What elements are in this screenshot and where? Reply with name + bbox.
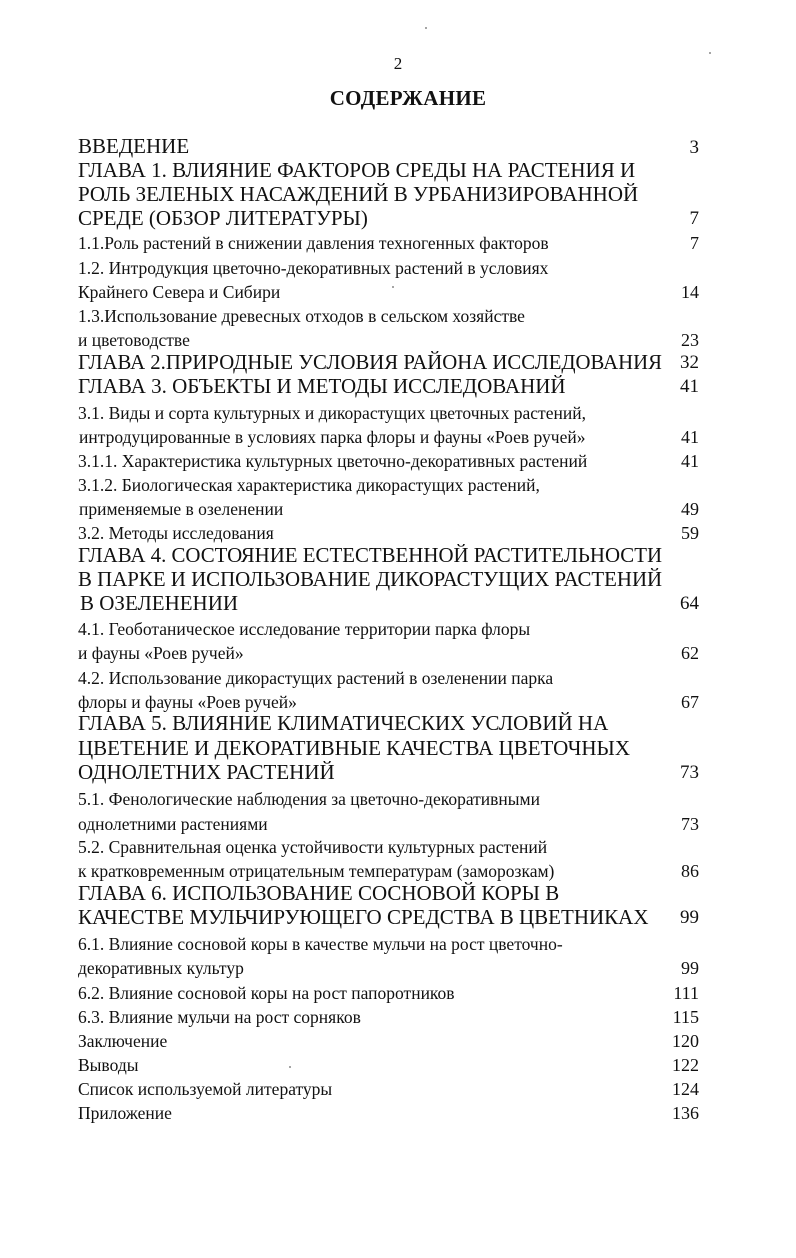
toc-page-number: 73 <box>680 762 699 783</box>
toc-page-number: 122 <box>672 1055 699 1075</box>
toc-section-line: 3.1.2. Биологическая характеристика дикорастущих растений, <box>78 475 540 495</box>
toc-page-number: 7 <box>689 208 699 229</box>
toc-section-line: и фауны «Роев ручей» <box>78 643 244 663</box>
toc-page-number: 41 <box>681 427 699 447</box>
toc-chapter-line: В ОЗЕЛЕНЕНИИ <box>80 591 239 615</box>
toc-section-line: 6.3. Влияние мульчи на рост сорняков <box>78 1007 361 1027</box>
toc-chapter-line: ГЛАВА 1. ВЛИЯНИЕ ФАКТОРОВ СРЕДЫ НА РАСТЕНИЯ И <box>78 158 636 182</box>
toc-section-line: флоры и фауны «Роев ручей» <box>78 692 297 712</box>
toc-chapter-line: ГЛАВА 2.ПРИРОДНЫЕ УСЛОВИЯ РАЙОНА ИССЛЕДОВАНИЯ <box>78 350 662 374</box>
toc-page-number: 115 <box>672 1007 699 1027</box>
toc-page-number: 49 <box>681 499 699 519</box>
toc-title: СОДЕРЖАНИЕ <box>329 86 487 110</box>
toc-chapter-line: ЦВЕТЕНИЕ И ДЕКОРАТИВНЫЕ КАЧЕСТВА ЦВЕТОЧНЫХ <box>78 736 631 760</box>
toc-section-line: применяемые в озеленении <box>79 499 284 519</box>
scan-speck <box>392 286 394 288</box>
toc-section-line: 1.1.Роль растений в снижении давления техногенных факторов <box>78 233 549 253</box>
toc-section-line: 1.2. Интродукция цветочно-декоративных растений в условиях <box>78 258 549 278</box>
toc-page-number: 41 <box>680 376 699 397</box>
toc-page-number: 99 <box>680 907 699 928</box>
toc-page-number: 99 <box>681 958 699 978</box>
toc-page-number: 86 <box>681 861 699 881</box>
toc-page-number: 120 <box>672 1031 699 1051</box>
toc-section-line: и цветоводстве <box>78 330 190 350</box>
toc-section-line: Выводы <box>78 1055 139 1075</box>
toc-page-number: 23 <box>681 330 699 350</box>
toc-chapter-line: В ПАРКЕ И ИСПОЛЬЗОВАНИЕ ДИКОРАСТУЩИХ РАСТЕНИЙ <box>78 567 663 591</box>
toc-page-number: 14 <box>681 282 699 302</box>
toc-section-line: 5.2. Сравнительная оценка устойчивости культурных растений <box>78 837 548 857</box>
toc-page-number: 124 <box>672 1079 699 1099</box>
toc-chapter-line: КАЧЕСТВЕ МУЛЬЧИРУЮЩЕГО СРЕДСТВА В ЦВЕТНИКАХ <box>78 905 649 929</box>
toc-section-line: 4.2. Использование дикорастущих растений в озеленении парка <box>78 668 554 688</box>
toc-chapter-line: СРЕДЕ (ОБЗОР ЛИТЕРАТУРЫ) <box>78 206 368 230</box>
toc-chapter-line: ГЛАВА 3. ОБЪЕКТЫ И МЕТОДЫ ИССЛЕДОВАНИЙ <box>78 374 566 398</box>
toc-page-number: 32 <box>680 352 699 373</box>
toc-section-line: 3.2. Методы исследования <box>78 523 274 543</box>
scan-speck <box>425 27 427 29</box>
toc-section-line: 3.1.1. Характеристика культурных цветочно-декоративных растений <box>78 451 588 471</box>
toc-section-line: интродуцированные в условиях парка флоры и фауны «Роев ручей» <box>79 427 586 447</box>
toc-chapter-line: ГЛАВА 4. СОСТОЯНИЕ ЕСТЕСТВЕННОЙ РАСТИТЕЛЬНОСТИ <box>78 543 663 567</box>
toc-section-line: к кратковременным отрицательным температурам (заморозкам) <box>78 861 555 881</box>
toc-page-number: 111 <box>673 983 699 1003</box>
toc-section-line: декоративных культур <box>78 958 244 978</box>
toc-page-number: 136 <box>672 1103 699 1123</box>
toc-page-number: 7 <box>690 233 699 253</box>
toc-page-number: 62 <box>681 643 699 663</box>
toc-page-number: 64 <box>680 593 699 614</box>
page-number: 2 <box>393 54 403 73</box>
toc-section-line: 4.1. Геоботаническое исследование территории парка флоры <box>78 619 531 639</box>
scan-speck <box>709 52 711 54</box>
toc-section-line: Крайнего Севера и Сибири <box>78 282 281 302</box>
toc-chapter-line: ВВЕДЕНИЕ <box>78 134 190 158</box>
toc-section-line: 1.3.Использование древесных отходов в сельском хозяйстве <box>78 306 525 326</box>
toc-page-number: 3 <box>689 137 699 158</box>
scan-speck <box>289 1066 291 1068</box>
toc-section-line: Приложение <box>78 1103 172 1123</box>
toc-section-line: однолетними растениями <box>78 814 268 834</box>
toc-section-line: 5.1. Фенологические наблюдения за цветочно-декоративными <box>78 789 540 809</box>
toc-section-line: 6.2. Влияние сосновой коры на рост папоротников <box>78 983 455 1003</box>
toc-chapter-line: ГЛАВА 6. ИСПОЛЬЗОВАНИЕ СОСНОВОЙ КОРЫ В <box>78 881 560 905</box>
toc-section-line: Список используемой литературы <box>78 1079 333 1099</box>
toc-page-number: 41 <box>681 451 699 471</box>
toc-section-line: 3.1. Виды и сорта культурных и дикорастущих цветочных растений, <box>78 403 586 423</box>
toc-chapter-line: ОДНОЛЕТНИХ РАСТЕНИЙ <box>78 760 335 784</box>
toc-page-number: 67 <box>681 692 699 712</box>
toc-section-line: Заключение <box>78 1031 168 1051</box>
toc-section-line: 6.1. Влияние сосновой коры в качестве мульчи на рост цветочно- <box>78 934 563 954</box>
toc-chapter-line: ГЛАВА 5. ВЛИЯНИЕ КЛИМАТИЧЕСКИХ УСЛОВИЙ НА <box>78 711 609 735</box>
toc-page-number: 59 <box>681 523 699 543</box>
toc-chapter-line: РОЛЬ ЗЕЛЕНЫХ НАСАЖДЕНИЙ В УРБАНИЗИРОВАННОЙ <box>78 182 639 206</box>
toc-page-number: 73 <box>681 814 699 834</box>
